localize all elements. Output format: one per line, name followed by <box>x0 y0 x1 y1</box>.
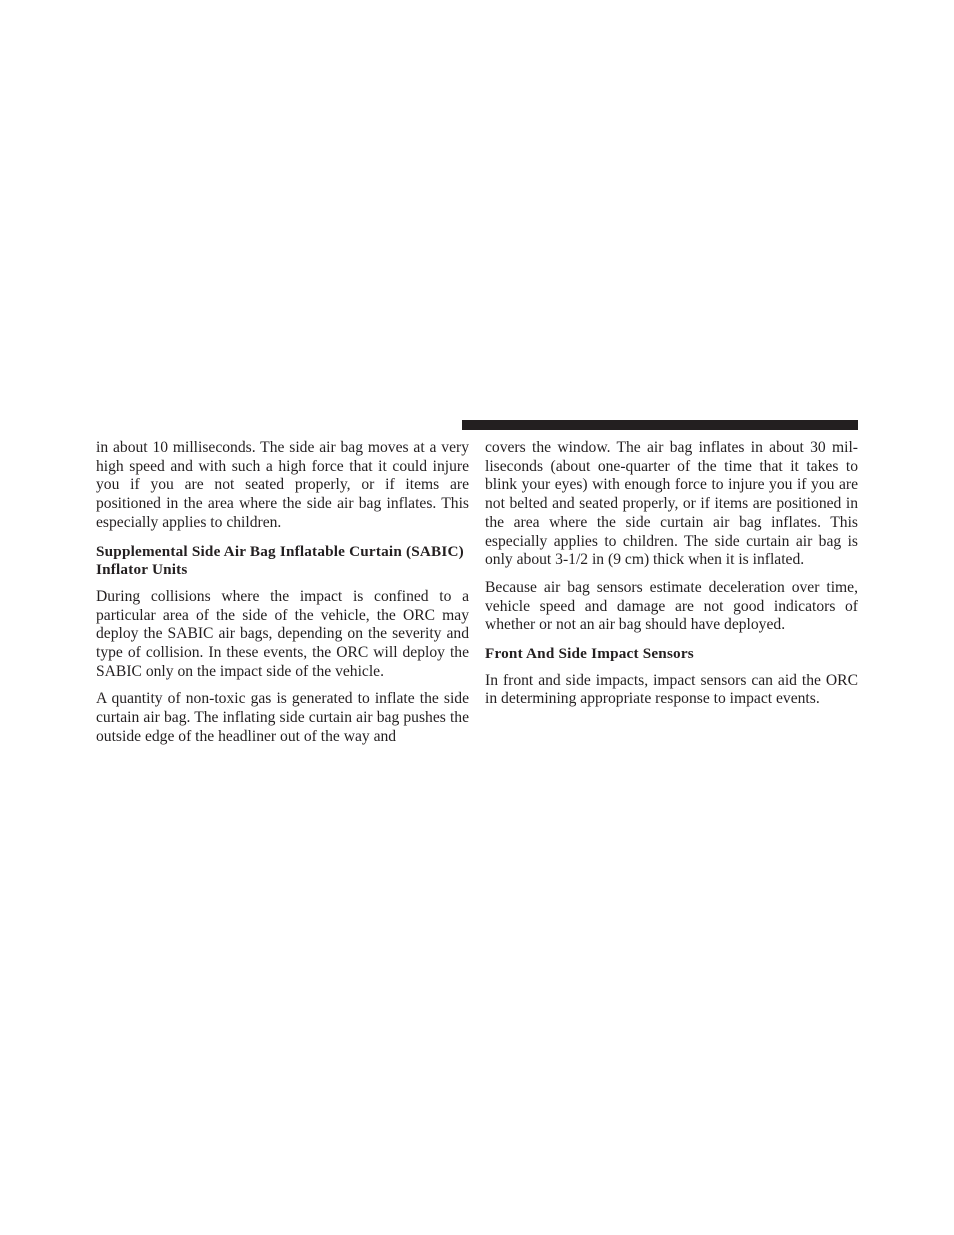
right-column <box>485 439 858 718</box>
sabic-heading: Supplemental Side Air Bag Inflatable Curtain (SABIC) Inflator Units <box>96 542 464 579</box>
left-paragraph-1: in about 10 milliseconds. The side air bag moves at a very high speed and with such a high force that it could injure you if you are not seated properly, or if items are positioned in the area where the side air bag inflates. This especially applies to children. <box>96 439 469 531</box>
right-paragraph-3: In front and side impacts, impact sensors can aid the ORC in determining appropriate response to impact events. <box>485 671 858 708</box>
header-rule <box>462 420 858 430</box>
left-paragraph-2: During collisions where the impact is confined to a particular area of the side of the vehicle, the ORC may deploy the SABIC air bags, depending on the severity and type of collision. In these events, the ORC will deploy the SABIC only on the impact side of the vehicle. <box>96 587 469 680</box>
impact-sensors-heading: Front And Side Impact Sensors <box>485 645 694 663</box>
left-paragraph-3: A quantity of non-toxic gas is generated to inflate the side curtain air bag. The inflating side curtain air bag pushes the outside edge of the headliner out of the way and <box>96 690 469 745</box>
right-paragraph-2: Because air bag sensors estimate deceleration over time, vehicle speed and damage are not good indicators of whether or not an air bag should have deployed. <box>485 578 858 634</box>
right-paragraph-1: covers the window. The air bag inflates in about 30 mil-liseconds (about one-quarter of the time that it takes to blink your eyes) with enough force to injure you if you are not belted and seated properly, or if items are positioned in the area where the side curtain air bag inflates. This especially applies to children. The side curtain air bag is only about 3-1/2 in (9 cm) thick when it is inflated. <box>485 439 858 569</box>
left-column <box>96 439 469 756</box>
